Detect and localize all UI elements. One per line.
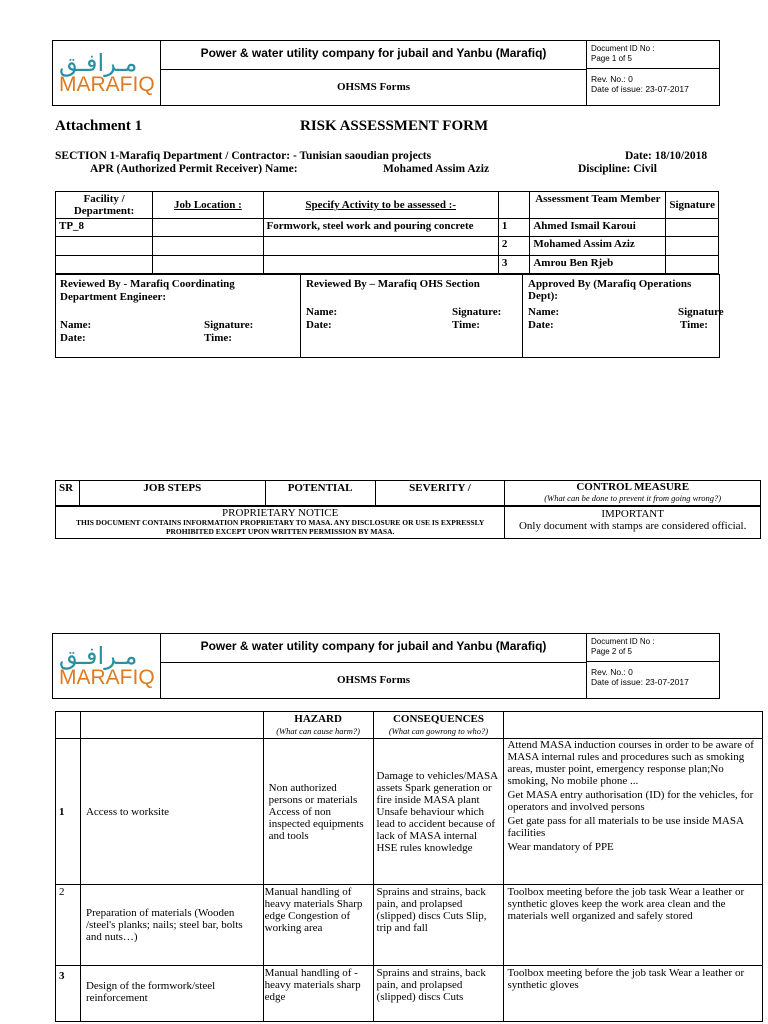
row-step: Design of the formwork/steel reinforcement xyxy=(80,966,263,1022)
row-control xyxy=(504,966,763,1022)
team-header: Assessment Team Member xyxy=(530,192,666,219)
location-value xyxy=(153,237,263,256)
consequences-header xyxy=(373,712,504,739)
revision-cell xyxy=(587,663,719,698)
member-signature xyxy=(666,237,719,256)
page-number: Page 2 of 5 xyxy=(591,647,632,656)
facility-value xyxy=(56,256,153,274)
rev-label: Rev. No.: 0 xyxy=(591,667,633,677)
control-measure-title: CONTROL MEASURE xyxy=(576,481,690,493)
location-value xyxy=(153,256,263,274)
hazard-header-no xyxy=(56,712,81,739)
hazard-header-step xyxy=(80,712,263,739)
approver-time: Time: xyxy=(680,319,708,331)
row-step: Access to worksite xyxy=(80,739,263,885)
hazard-table xyxy=(55,711,763,1022)
page-number: Page 1 of 5 xyxy=(591,54,632,63)
control-item: Toolbox meeting before the job task Wear a leather or synthetic gloves keep the work area clean and the materials well organized and safely stored xyxy=(507,886,745,922)
notice-cell xyxy=(56,507,505,539)
document-id-cell xyxy=(587,41,719,69)
potential-header: POTENTIAL xyxy=(265,481,375,506)
approver-signature: Signature xyxy=(678,306,724,318)
notice-text: THIS DOCUMENT CONTAINS INFORMATION PROPRIETARY TO MASA. ANY DISCLOSURE OR USE IS EXPRESSLY PROHIBITED EXCEPT UPON WRITTEN PERMISSION BY MASA. xyxy=(75,518,485,536)
row-hazard: Manual handling of - heavy materials sharp edge xyxy=(263,966,373,1022)
reviewer1-name: Name: xyxy=(60,319,92,331)
table-row xyxy=(56,966,763,1022)
forms-title: OHSMS Forms xyxy=(161,663,587,698)
control-item: Get MASA entry authorisation (ID) for the vehicles, for operators and involved persons xyxy=(507,789,754,813)
member-no: 2 xyxy=(498,237,529,256)
approver-date: Date: xyxy=(528,319,554,331)
activity-value: Formwork, steel work and pouring concrete xyxy=(263,219,498,237)
proprietary-notice xyxy=(55,506,761,539)
reviewer2-signature: Signature: xyxy=(452,306,502,318)
attachment-label: Attachment 1 xyxy=(55,118,143,134)
company-name: Power & water utility company for jubail and Yanbu (Marafiq) xyxy=(161,41,587,70)
signature-header: Signature xyxy=(666,192,719,219)
logo-english-text: MARAFIQ xyxy=(59,666,155,689)
member-no-header xyxy=(498,192,529,219)
row-number: 2 xyxy=(56,885,81,966)
doc-id-label: Document ID No : xyxy=(591,637,655,646)
sr-header: SR xyxy=(56,481,80,506)
row-hazard: Manual handling of heavy materials Sharp edge Congestion of working area xyxy=(263,885,373,966)
reviewer1-signature: Signature: xyxy=(204,319,254,331)
control-item: Toolbox meeting before the job task Wear a leather or synthetic gloves xyxy=(507,967,745,991)
control-measure-header xyxy=(505,481,761,506)
consequences-title: CONSEQUENCES xyxy=(392,713,485,725)
reviewer1-date: Date: xyxy=(60,332,86,344)
important-title: IMPORTANT xyxy=(601,508,664,520)
member-no: 3 xyxy=(498,256,529,274)
reviewer2-date: Date: xyxy=(306,319,332,331)
row-step: Preparation of materials (Wooden /steel's planks; nails; steel bar, bolts and nuts…) xyxy=(80,885,263,966)
logo-arabic-text: مـرافـق xyxy=(59,642,138,670)
reviewer2-title: Reviewed By – Marafiq OHS Section xyxy=(306,278,480,290)
severity-header: SEVERITY / xyxy=(375,481,505,506)
doc-id-label: Document ID No : xyxy=(591,44,655,53)
row-control xyxy=(504,885,763,966)
member-signature xyxy=(666,219,719,237)
control-measure-subtitle: (What can be done to prevent it from going wrong?) xyxy=(544,493,722,503)
issue-date: Date of issue: 23-07-2017 xyxy=(591,677,689,687)
member-name: Amrou Ben Rjeb xyxy=(530,256,666,274)
assessment-table xyxy=(55,191,719,274)
hazard-subtitle: (What can cause harm?) xyxy=(276,726,360,736)
member-name: Mohamed Assim Aziz xyxy=(530,237,666,256)
reviewer2-time: Time: xyxy=(452,319,480,331)
logo-english-text: MARAFIQ xyxy=(59,73,155,96)
table-row xyxy=(56,739,763,885)
company-name: Power & water utility company for jubail and Yanbu (Marafiq) xyxy=(161,634,587,663)
marafiq-logo xyxy=(53,634,161,698)
hazard-header xyxy=(263,712,373,739)
control-item: Attend MASA induction courses in order to be aware of MASA internal rules and procedures such as smoking areas, muster point, emergency response plan;No smoking, No mobile phone ... xyxy=(507,739,754,787)
row-hazard: Non authorized persons or materials Access of non inspected equipments and tools xyxy=(263,739,373,885)
approver-name: Name: xyxy=(528,306,560,318)
important-text: Only document with stamps are considered official. xyxy=(518,520,747,532)
apr-label: APR (Authorized Permit Receiver) Name: xyxy=(90,163,298,175)
row-consequence: Sprains and strains, back pain, and prolapsed (slipped) discs Cuts Slip, trip and fall xyxy=(373,885,504,966)
location-value xyxy=(153,219,263,237)
hazard-title: HAZARD xyxy=(294,713,342,725)
control-item: Get gate pass for all materials to be use inside MASA facilities xyxy=(507,815,744,839)
location-header: Job Location : xyxy=(153,192,263,219)
page2-header xyxy=(52,633,720,699)
forms-title: OHSMS Forms xyxy=(161,70,587,105)
activity-value xyxy=(263,237,498,256)
row-control xyxy=(504,739,763,885)
reviewer1-title: Reviewed By - Marafiq Coordinating Department Engineer: xyxy=(60,278,235,303)
row-number: 1 xyxy=(56,739,81,885)
row-consequence: Damage to vehicles/MASA assets Spark generation or fire inside MASA plant Unsafe behaviour which lead to accident because of lack of MASA internal HSE rules knowledge xyxy=(373,739,504,885)
marafiq-logo xyxy=(53,41,161,105)
facility-value: TP_8 xyxy=(56,219,153,237)
revision-cell xyxy=(587,70,719,105)
steps-header-table xyxy=(55,480,761,506)
member-name: Ahmed Ismail Karoui xyxy=(530,219,666,237)
apr-name: Mohamed Assim Aziz xyxy=(383,163,490,175)
page1-header xyxy=(52,40,720,106)
review-box xyxy=(55,274,724,358)
table-row xyxy=(56,885,763,966)
assessment-date: Date: 18/10/2018 xyxy=(625,150,708,162)
member-no: 1 xyxy=(498,219,529,237)
logo-arabic-text: مـرافـق xyxy=(59,49,138,77)
row-number: 3 xyxy=(56,966,81,1022)
consequences-subtitle: (What can gowrong to who?) xyxy=(388,726,489,736)
issue-date: Date of issue: 23-07-2017 xyxy=(591,84,689,94)
control-header xyxy=(504,712,763,739)
row-consequence: Sprains and strains, back pain, and prolapsed (slipped) discs Cuts xyxy=(373,966,504,1022)
facility-header: Facility / Department: xyxy=(56,192,153,219)
rev-label: Rev. No.: 0 xyxy=(591,74,633,84)
document-id-cell xyxy=(587,634,719,662)
reviewer1-time: Time: xyxy=(204,332,232,344)
section1-line: SECTION 1-Marafiq Department / Contractor: - Tunisian saoudian projects xyxy=(55,150,432,162)
form-title: RISK ASSESSMENT FORM xyxy=(300,118,489,134)
reviewer2-name: Name: xyxy=(306,306,338,318)
activity-value xyxy=(263,256,498,274)
notice-title: PROPRIETARY NOTICE xyxy=(221,507,339,519)
activity-header: Specify Activity to be assessed :- xyxy=(263,192,498,219)
job-steps-header: JOB STEPS xyxy=(79,481,265,506)
discipline: Discipline: Civil xyxy=(578,163,657,175)
facility-value xyxy=(56,237,153,256)
member-signature xyxy=(666,256,719,274)
important-cell xyxy=(505,507,761,539)
approver-title: Approved By (Marafiq Operations Dept): xyxy=(528,278,692,302)
control-item: Wear mandatory of PPE xyxy=(507,841,614,853)
